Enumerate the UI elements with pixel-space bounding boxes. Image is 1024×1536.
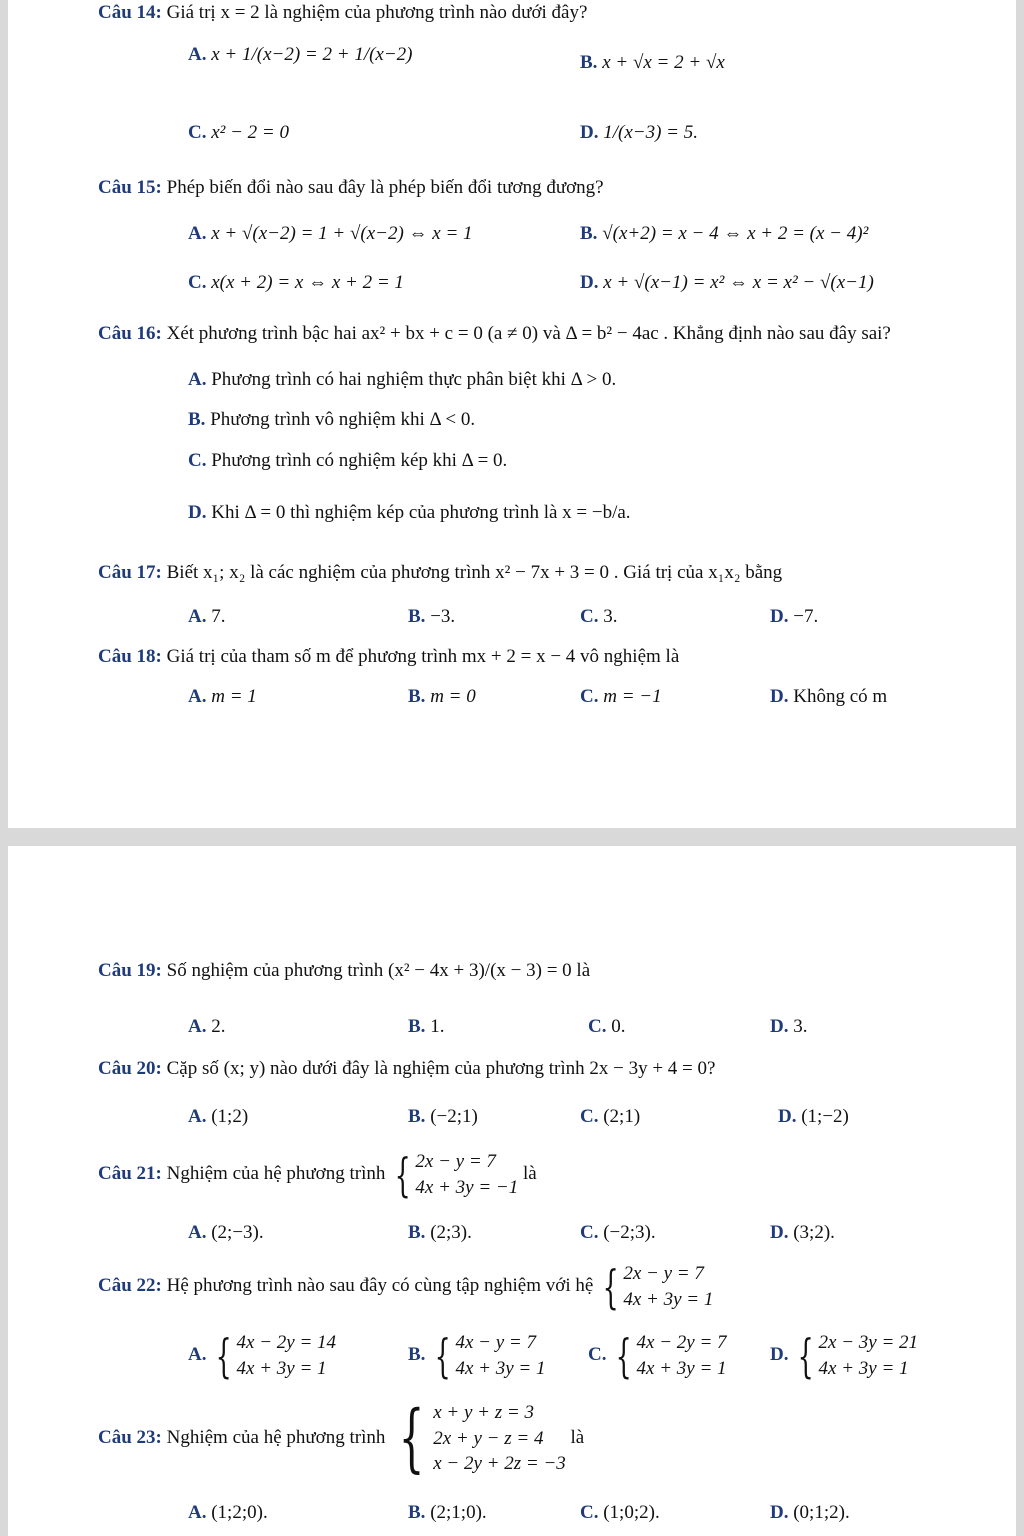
page-2 bbox=[8, 846, 1016, 1536]
q23-option-a[interactable]: A. (1;2;0). bbox=[188, 1502, 268, 1523]
question-19: Câu 19: Số nghiệm của phương trình (x² − 4x + 3)/(x − 3) = 0 là bbox=[98, 960, 591, 981]
question-18: Câu 18: Giá trị của tham số m để phương trình mx + 2 = x − 4 vô nghiệm là bbox=[98, 646, 680, 667]
question-20: Câu 20: Cặp số (x; y) nào dưới đây là nghiệm của phương trình 2x − 3y + 4 = 0? bbox=[98, 1058, 716, 1079]
question-23: Câu 23: Nghiệm của hệ phương trình { x + y + z = 3 2x + y − z = 4 x − 2y + 2z = −3 là bbox=[98, 1395, 585, 1482]
question-18-text: Giá trị của tham số m để phương trình mx + 2 = x − 4 vô nghiệm là bbox=[166, 646, 680, 667]
brace-icon: { bbox=[398, 1395, 425, 1482]
q18-option-b[interactable]: B. m = 0 bbox=[408, 686, 476, 707]
q22-option-b[interactable]: B. { 4x − y = 7 4x + 3y = 1 bbox=[408, 1328, 546, 1383]
q16-option-b[interactable]: B. Phương trình vô nghiệm khi Δ < 0. bbox=[188, 409, 476, 430]
q17-option-d[interactable]: D. −7. bbox=[770, 606, 819, 627]
q14-option-d-expr: 1/(x−3) = 5. bbox=[603, 122, 698, 143]
question-17: Câu 17: Biết x₁; x₂ là các nghiệm của phương trình x² − 7x + 3 = 0 . Giá trị của x₁x₂ bằng bbox=[98, 562, 783, 583]
question-17-text: Biết x₁; x₂ là các nghiệm của phương trình x² − 7x + 3 = 0 . Giá trị của x₁x₂ bằng bbox=[166, 562, 783, 583]
q15-option-b[interactable]: B. √(x+2) = x − 4 ⇔ x + 2 = (x − 4)² bbox=[580, 223, 869, 244]
q17-option-b[interactable]: B. −3. bbox=[408, 606, 456, 627]
q21-option-b[interactable]: B. (2;3). bbox=[408, 1222, 472, 1243]
q14-option-c[interactable]: C. x² − 2 = 0 bbox=[188, 122, 290, 143]
q23-option-d[interactable]: D. (0;1;2). bbox=[770, 1502, 850, 1523]
q18-option-a[interactable]: A. m = 1 bbox=[188, 686, 257, 707]
q14-option-b-expr: x + √x = 2 + √x bbox=[602, 52, 725, 73]
q14-option-d[interactable]: D. 1/(x−3) = 5. bbox=[580, 122, 698, 143]
q19-option-b[interactable]: B. 1. bbox=[408, 1016, 445, 1037]
q20-option-a[interactable]: A. (1;2) bbox=[188, 1106, 249, 1127]
q15-option-d[interactable]: D. x + √(x−1) = x² ⇔ x = x² − √(x−1) bbox=[580, 272, 874, 293]
q18-option-c[interactable]: C. m = −1 bbox=[580, 686, 662, 707]
q16-option-d[interactable]: D. Khi Δ = 0 thì nghiệm kép của phương trình là x = −b/a. bbox=[188, 502, 631, 523]
brace-icon: { bbox=[394, 1147, 411, 1202]
q16-option-c[interactable]: C. Phương trình có nghiệm kép khi Δ = 0. bbox=[188, 450, 508, 471]
q23-option-c[interactable]: C. (1;0;2). bbox=[580, 1502, 660, 1523]
q21-option-d[interactable]: D. (3;2). bbox=[770, 1222, 835, 1243]
question-14 bbox=[98, 2, 587, 25]
q19-option-a[interactable]: A. 2. bbox=[188, 1016, 226, 1037]
brace-icon: { bbox=[602, 1259, 619, 1314]
q21-system: { 2x − y = 7 4x + 3y = −1 bbox=[394, 1147, 519, 1202]
question-16-text: Xét phương trình bậc hai ax² + bx + c = 0 (a ≠ 0) và Δ = b² − 4ac . Khẳng định nào sau đây sai? bbox=[166, 323, 891, 344]
q21-option-c[interactable]: C. (−2;3). bbox=[580, 1222, 656, 1243]
q20-option-b[interactable]: B. (−2;1) bbox=[408, 1106, 478, 1127]
q19-option-d[interactable]: D. 3. bbox=[770, 1016, 808, 1037]
brace-icon: { bbox=[434, 1328, 451, 1383]
q14-option-a-expr: x + 1/(x−2) = 2 + 1/(x−2) bbox=[211, 44, 413, 65]
q15-option-c[interactable]: C. x(x + 2) = x ⇔ x + 2 = 1 bbox=[188, 272, 404, 293]
q17-option-a[interactable]: A. 7. bbox=[188, 606, 226, 627]
q19-option-c[interactable]: C. 0. bbox=[588, 1016, 626, 1037]
question-22: Câu 22: Hệ phương trình nào sau đây có cùng tập nghiệm với hệ { 2x − y = 7 4x + 3y = 1 bbox=[98, 1259, 714, 1314]
brace-icon: { bbox=[215, 1328, 232, 1383]
question-21: Câu 21: Nghiệm của hệ phương trình { 2x − y = 7 4x + 3y = −1 là bbox=[98, 1147, 537, 1202]
q14-option-a[interactable]: A. x + 1/(x−2) = 2 + 1/(x−2) bbox=[188, 44, 413, 65]
q23-option-b[interactable]: B. (2;1;0). bbox=[408, 1502, 487, 1523]
question-15-text: Phép biến đổi nào sau đây là phép biến đổi tương đương? bbox=[166, 177, 604, 198]
q22-option-a[interactable]: A. { 4x − 2y = 14 4x + 3y = 1 bbox=[188, 1328, 337, 1383]
question-14-label: Câu 14: bbox=[98, 2, 162, 23]
question-14-text: Giá trị x = 2 là nghiệm của phương trình nào dưới đây? bbox=[166, 2, 588, 23]
q22-system: { 2x − y = 7 4x + 3y = 1 bbox=[602, 1259, 714, 1314]
q21-option-a[interactable]: A. (2;−3). bbox=[188, 1222, 264, 1243]
q20-option-d[interactable]: D. (1;−2) bbox=[778, 1106, 849, 1127]
q17-option-c[interactable]: C. 3. bbox=[580, 606, 618, 627]
q20-option-c[interactable]: C. (2;1) bbox=[580, 1106, 641, 1127]
q22-option-d[interactable]: D. { 2x − 3y = 21 4x + 3y = 1 bbox=[770, 1328, 919, 1383]
q22-option-c[interactable]: C. { 4x − 2y = 7 4x + 3y = 1 bbox=[588, 1328, 727, 1383]
question-15: Câu 15: Phép biến đổi nào sau đây là phép biến đổi tương đương? bbox=[98, 177, 604, 198]
q15-option-a[interactable]: A. x + √(x−2) = 1 + √(x−2) ⇔ x = 1 bbox=[188, 223, 473, 244]
question-19-text: Số nghiệm của phương trình (x² − 4x + 3)/(x − 3) = 0 là bbox=[166, 960, 591, 981]
q16-option-a[interactable]: A. Phương trình có hai nghiệm thực phân biệt khi Δ > 0. bbox=[188, 369, 617, 390]
q23-system: { x + y + z = 3 2x + y − z = 4 x − 2y + 2z = −3 bbox=[398, 1395, 566, 1482]
question-16: Câu 16: Xét phương trình bậc hai ax² + bx + c = 0 (a ≠ 0) và Δ = b² − 4ac . Khẳng định nào sau đây sai? bbox=[98, 323, 891, 344]
brace-icon: { bbox=[615, 1328, 632, 1383]
q18-option-d[interactable]: D. Không có m bbox=[770, 686, 888, 707]
brace-icon: { bbox=[797, 1328, 814, 1383]
q14-option-b[interactable]: B. x + √x = 2 + √x bbox=[580, 52, 725, 73]
q14-option-c-expr: x² − 2 = 0 bbox=[211, 122, 290, 143]
page-1 bbox=[8, 0, 1016, 828]
question-20-text: Cặp số (x; y) nào dưới đây là nghiệm của phương trình 2x − 3y + 4 = 0? bbox=[166, 1058, 716, 1079]
